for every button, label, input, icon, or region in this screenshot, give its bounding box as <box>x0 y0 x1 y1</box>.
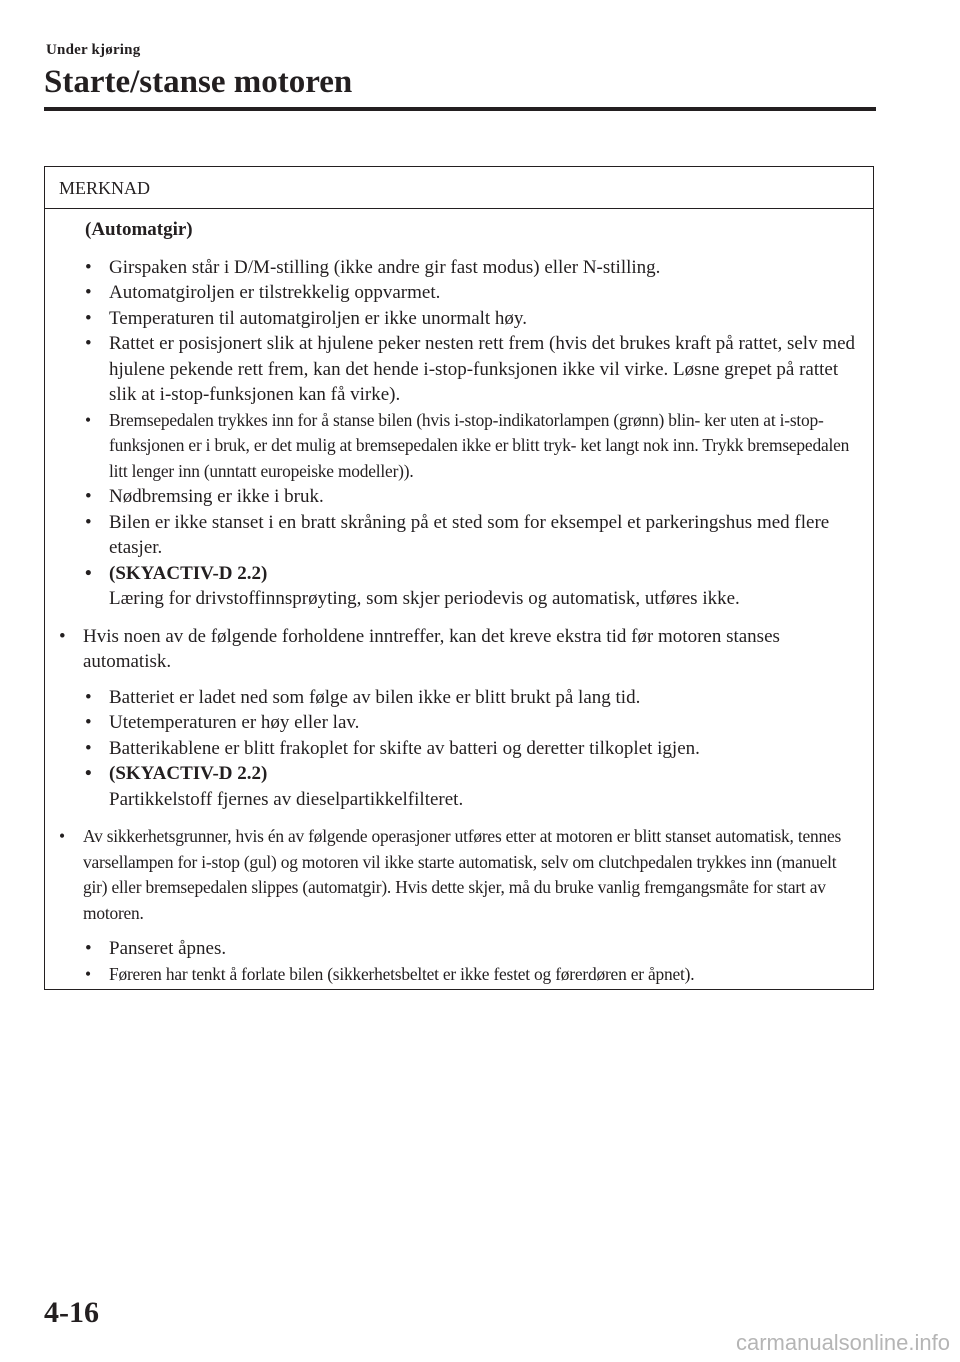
bullet-icon: • <box>85 712 92 733</box>
note-body <box>45 209 873 987</box>
list-item: • Automatgiroljen er tilstrekkelig oppvarmet. <box>85 280 859 306</box>
list-item: • Temperaturen til automatgiroljen er ikke unormalt høy. <box>85 306 859 332</box>
page-number: 4-16 <box>44 1296 99 1329</box>
list-item: • Rattet er posisjonert slik at hjulene peker nesten rett frem (hvis det brukes kraft på rattet, selv med hjulene pekende rett frem, kan det hende i-stop-funksjonen ikke vil virke. Løsne grepet på rattet slik at i-stop-funksjonen kan få virke). <box>85 333 856 405</box>
bullet-icon: • <box>85 763 92 784</box>
section-label: Under kjøring <box>46 42 141 58</box>
bullet-icon: • <box>85 938 92 959</box>
skyactiv-text: Partikkelstoff fjernes av dieselpartikkelfilteret. <box>109 788 464 810</box>
list-item <box>85 761 859 812</box>
list-item: • Hvis noen av de følgende forholdene inntreffer, kan det kreve ekstra tid før motoren stanses automatisk. <box>59 625 780 672</box>
bullet-icon: • <box>59 826 65 846</box>
list-item: • Av sikkerhetsgrunner, hvis én av følgende operasjoner utføres etter at motoren er blitt stanset automatisk, tennes varsellampen for i-stop (gul) og motoren vil ikke starte automatisk, selv om clutchpedalen trykkes inn (manuelt gir) eller bremsepedalen slippes (automatgir). Hvis dette skjer, må du bruke vanlig fremgangsmåte for start av motoren. <box>59 826 842 923</box>
bullet-icon: • <box>85 409 91 430</box>
bullet-icon: • <box>85 737 92 759</box>
condition-list <box>85 255 859 612</box>
list-item <box>85 561 859 612</box>
bullet-icon: • <box>85 333 92 354</box>
list-item: • Utetemperaturen er høy eller lav. <box>85 710 859 736</box>
skyactiv-label: (SKYACTIV-D 2.2) <box>109 763 268 784</box>
note-box <box>44 166 874 990</box>
bullet-icon: • <box>85 686 92 708</box>
bullet-icon: • <box>85 486 92 507</box>
list-item: • Batterikablene er blitt frakoplet for skifte av batteri og deretter tilkoplet igjen. <box>85 736 859 762</box>
list-item: • Panseret åpnes. <box>85 936 859 962</box>
bullet-icon: • <box>85 562 92 584</box>
list-item: • Føreren har tenkt å forlate bilen (sikkerhetsbeltet er ikke festet og førerdøren er åpnet). <box>85 962 859 988</box>
list-item: • Bremsepedalen trykkes inn for å stanse bilen (hvis i-stop-indikatorlampen (grønn) blin- ker uten at i-stop-funksjonen er i bruk, er det mulig at bremsepedalen ikke er blitt tryk- ket langt nok inn. Trykk bremsepedalen litt lenger inn (unntatt europeiske modeller)). <box>85 409 850 481</box>
main-list <box>59 824 859 926</box>
bullet-icon: • <box>85 511 92 533</box>
list-item: • Bilen er ikke stanset i en bratt skråning på et sted som for eksempel et parkeringshus med flere etasjer. <box>85 511 830 558</box>
bullet-icon: • <box>85 963 91 984</box>
bullet-icon: • <box>85 307 92 329</box>
skyactiv-label: (SKYACTIV-D 2.2) <box>109 562 268 584</box>
skyactiv-text: Læring for drivstoffinnsprøyting, som skjer periodevis og automatisk, utføres ikke. <box>109 588 740 609</box>
bullet-icon: • <box>85 282 92 303</box>
title-rule <box>44 107 876 111</box>
page-title: Starte/stanse motoren <box>44 64 353 100</box>
transmission-subhead: (Automatgir) <box>85 219 193 240</box>
note-label: MERKNAD <box>45 167 873 209</box>
list-item: • Nødbremsing er ikke i bruk. <box>85 484 859 510</box>
condition-list <box>85 685 859 813</box>
list-item: • Girspaken står i D/M-stilling (ikke andre gir fast modus) eller N-stilling. <box>85 255 859 281</box>
bullet-icon: • <box>85 256 92 278</box>
watermark: carmanualsonline.info <box>735 1330 950 1355</box>
bullet-icon: • <box>59 625 66 647</box>
condition-list <box>85 936 859 987</box>
main-list <box>59 624 859 675</box>
list-item: • Batteriet er ladet ned som følge av bilen ikke er blitt brukt på lang tid. <box>85 685 859 711</box>
